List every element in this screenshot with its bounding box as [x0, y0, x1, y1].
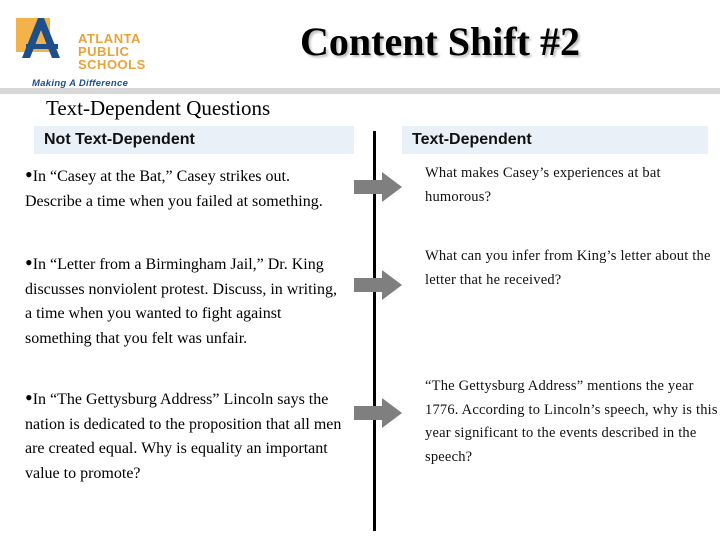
- bullet-icon: •: [25, 162, 33, 187]
- column-header-text-dependent: Text-Dependent: [402, 126, 708, 154]
- text-dependent-question: What makes Casey’s experiences at bat humorous?: [425, 165, 661, 205]
- not-text-dependent-question: [25, 385, 345, 486]
- question-text: In “Casey at the Bat,” Casey strikes out. Describe a time when you failed at something.: [25, 168, 323, 210]
- not-text-dependent-question: [25, 250, 345, 351]
- column-header-not-text-dependent: Not Text-Dependent: [34, 126, 354, 154]
- right-arrow-icon: [354, 172, 402, 202]
- logo-wordmark: [78, 32, 146, 71]
- not-text-dependent-question: [25, 162, 345, 214]
- bullet-icon: •: [25, 385, 33, 410]
- section-heading: Text-Dependent Questions: [46, 96, 271, 120]
- logo-line: ATLANTA: [78, 31, 141, 46]
- logo-tagline: Making A Difference: [32, 78, 129, 89]
- logo-line: SCHOOLS: [78, 57, 146, 72]
- question-text: In “Letter from a Birmingham Jail,” Dr. King discusses nonviolent protest. Discuss, in writing, a time when you wanted to fight against something that you felt was unfair.: [25, 256, 337, 347]
- right-arrow-icon: [354, 270, 402, 300]
- slide-title: Content Shift #2: [299, 19, 581, 64]
- text-dependent-question: What can you infer from King’s letter about the letter that he received?: [425, 248, 711, 288]
- bullet-icon: •: [25, 250, 33, 275]
- logo-line: PUBLIC: [78, 44, 130, 59]
- text-dependent-question: “The Gettysburg Address” mentions the year 1776. According to Lincoln’s speech, why is this year significant to the events described in the speech?: [425, 378, 718, 465]
- logo-a-icon: [14, 14, 74, 70]
- question-text: In “The Gettysburg Address” Lincoln says the nation is dedicated to the proposition that all men are created equal. Why is equality an important value to promote?: [25, 391, 342, 482]
- atlanta-public-schools-logo: [14, 14, 154, 89]
- right-arrow-icon: [354, 398, 402, 428]
